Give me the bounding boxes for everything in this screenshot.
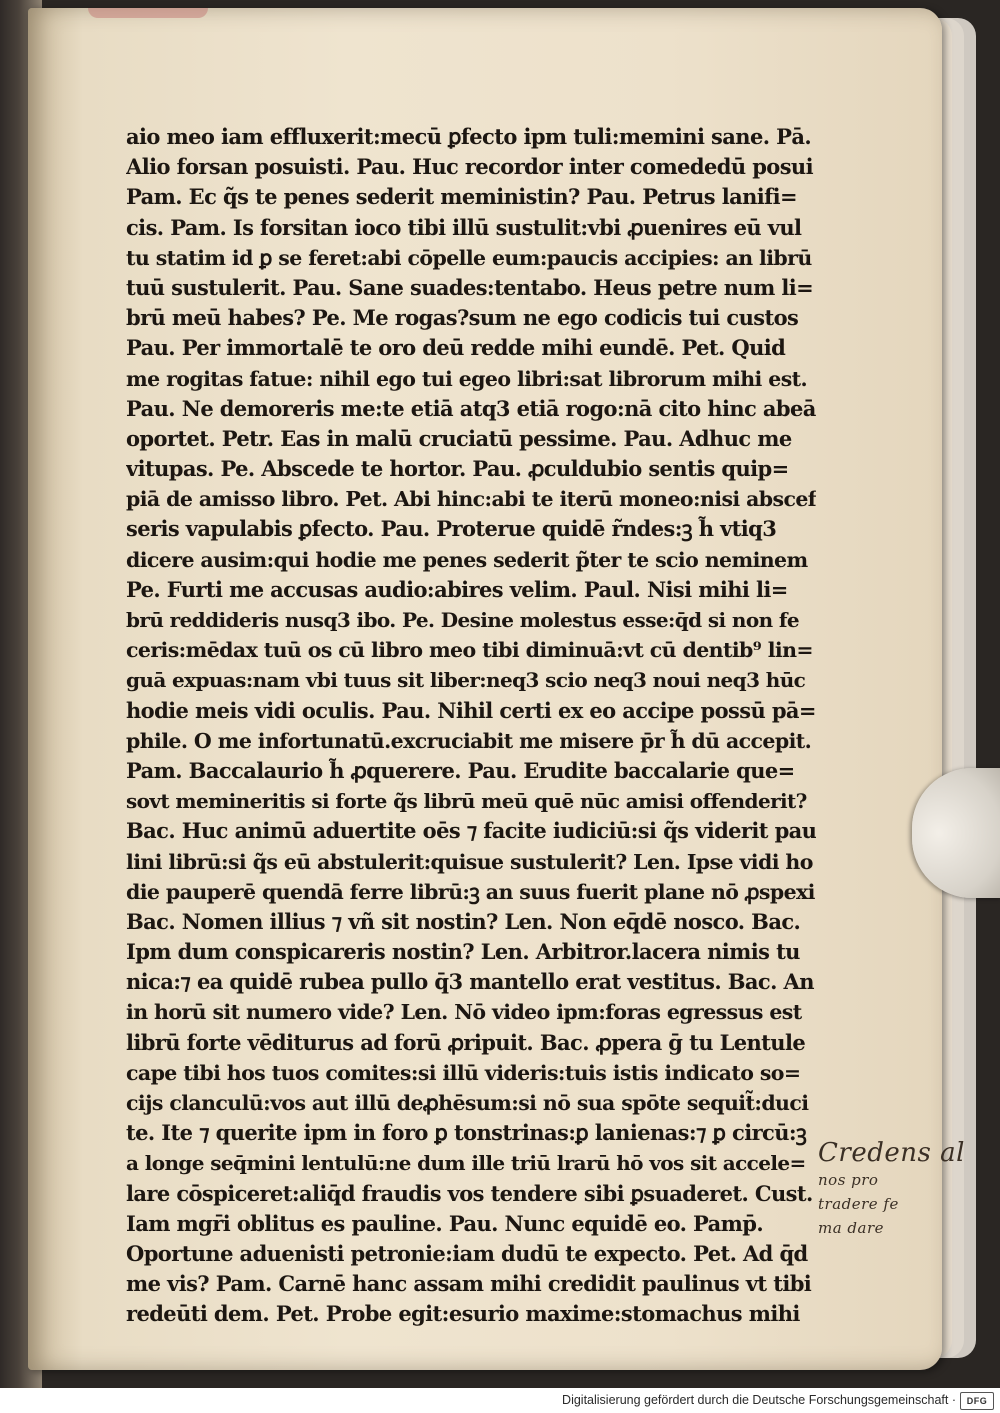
text-line: Pam. Baccalaurio h̃ ꝓquerere. Pau. Erudite baccalarie que=: [126, 757, 795, 783]
text-line: redeūti dem. Pet. Probe egit:esurio maxime:stomachus mihi: [126, 1301, 800, 1327]
text-line: aio meo iam effluxerit:mecū ꝑfecto ipm tuli:memini sane. Pā.: [126, 124, 812, 149]
text-line: lare cōspiceret:aliq̄d fraudis vos tendere sibi ꝑsuaderet. Cust.: [126, 1180, 813, 1206]
text-line: nica:⁊ ea quidē rubea pullo q̄3 mantello erat vestitus. Bac. An: [126, 969, 814, 995]
text-line: cijs clanculū:vos aut illū deꝓhēsum:si nō sua spōte sequit̃:duci: [126, 1091, 809, 1115]
footer-bar: [0, 1388, 1000, 1413]
handwritten-margin-note: [818, 1138, 965, 1240]
text-line: Bac. Nomen illius ⁊ vñ sit nostin? Len. Non eq̄dē nosco. Bac.: [126, 908, 801, 934]
text-line: vitupas. Pe. Abscede te hortor. Pau. ꝓculdubio sentis quip=: [126, 456, 789, 482]
margin-note-line: ma dare: [818, 1219, 885, 1237]
text-line: librū forte vēditurus ad forū ꝓripuit. Bac. ꝓpera ḡ tu Lentule: [126, 1029, 806, 1055]
text-line: Alio forsan posuisti. Pau. Huc recordor inter comededū posui: [126, 154, 813, 180]
margin-note-line: nos pro: [818, 1171, 879, 1189]
text-line: hodie meis vidi oculis. Pau. Nihil certi ex eo accipe possū pā=: [126, 697, 816, 723]
text-line: me rogitas fatue: nihil ego tui egeo libri:sat librorum mihi est.: [126, 366, 808, 391]
text-line: Pam. Ec q̃s te penes sederit meministin? Pau. Petrus lanifi=: [126, 184, 797, 210]
text-line: brū meū habes? Pe. Me rogas?sum ne ego codicis tui custos: [126, 305, 799, 331]
text-line: die pauperē quendā ferre librū:ꝫ an suus fuerit plane nō ꝓspexi: [126, 879, 815, 904]
printed-text-block: [126, 122, 816, 1330]
text-line: guā expuas:nam vbi tuus sit liber:neq3 scio neq3 noui neq3 hūc: [126, 668, 806, 693]
funding-notice: Digitalisierung gefördert durch die Deutsche Forschungsgemeinschaft ·: [562, 1393, 956, 1407]
text-line: brū reddideris nusq3 ibo. Pe. Desine molestus esse:q̄d si non fe: [126, 608, 800, 632]
text-line: te. Ite ⁊ querite ipm in foro ꝑ tonstrinas:ꝑ lanienas:⁊ ꝑ circū:ꝫ: [126, 1120, 807, 1146]
text-line: Bac. Huc animū aduertite oēs ⁊ facite iudiciū:si q̃s viderit pau: [126, 818, 816, 844]
text-line: tu statim id ꝑ se feret:abi cōpelle eum:paucis accipies: an librū: [126, 245, 812, 270]
text-line: in horū sit numero vide? Len. Nō video ipm:foras egressus est: [126, 1000, 802, 1025]
text-line: oportet. Petr. Eas in malū cruciatū pessime. Pau. Adhuc me: [126, 425, 792, 451]
text-line: Oportune aduenisti petronie:iam dudū te expecto. Pet. Ad q̄d: [126, 1240, 808, 1266]
text-line: Pau. Ne demoreris me:te etiā atq3 etiā rogo:nā cito hinc abeā: [126, 395, 816, 421]
text-line: Pe. Furti me accusas audio:abires velim. Paul. Nisi mihi li=: [126, 576, 788, 602]
text-line: tuū sustulerit. Pau. Sane suades:tentabo. Heus petre num li=: [126, 274, 814, 300]
dfg-logo: DFG: [960, 1392, 994, 1410]
text-line: ceris:mēdax tuū os cū libro meo tibi diminuā:vt cū dentib⁹ lin=: [126, 638, 813, 663]
red-edge-stain: [88, 8, 208, 18]
text-line: lini librū:si q̃s eū abstulerit:quisue sustulerit? Len. Ipse vidi ho: [126, 849, 813, 874]
text-line: phile. O me infortunatū.excruciabit me misere p̄r h̃ dū accepit.: [126, 728, 812, 753]
text-line: sovt memineritis si forte q̃s librū meū quē nūc amisi offenderit?: [126, 789, 807, 814]
margin-note-line: Credens al: [818, 1138, 965, 1168]
text-line: Iam mgr̄i oblitus es pauline. Pau. Nunc equidē eo. Pamp̄.: [126, 1210, 764, 1236]
text-line: a longe seq̄mini lentulū:ne dum ille triū lrarū hō vos sit accele=: [126, 1151, 806, 1176]
text-line: seris vapulabis ꝑfecto. Pau. Proterue quidē r̃ndes:ꝫ h̃ vtiq3: [126, 516, 777, 542]
text-line: dicere ausim:qui hodie me penes sederit p̃ter te scio neminem: [126, 547, 808, 572]
margin-note-line: tradere fe: [818, 1195, 899, 1213]
text-line: Pau. Per immortalē te oro deū redde mihi eundē. Pet. Quid: [126, 335, 786, 361]
text-line: piā de amisso libro. Pet. Abi hinc:abi te iterū moneo:nisi abscef: [126, 487, 816, 512]
text-line: cape tibi hos tuos comites:si illū videris:tuis istis indicato so=: [126, 1060, 801, 1085]
text-line: me vis? Pam. Carnē hanc assam mihi credidit paulinus vt tibi: [126, 1271, 812, 1297]
text-line: Ipm dum conspicareris nostin? Len. Arbitror.lacera nimis tu: [126, 939, 800, 965]
text-line: cis. Pam. Is forsitan ioco tibi illū sustulit:vbi ꝓuenires eū vul: [126, 214, 802, 240]
